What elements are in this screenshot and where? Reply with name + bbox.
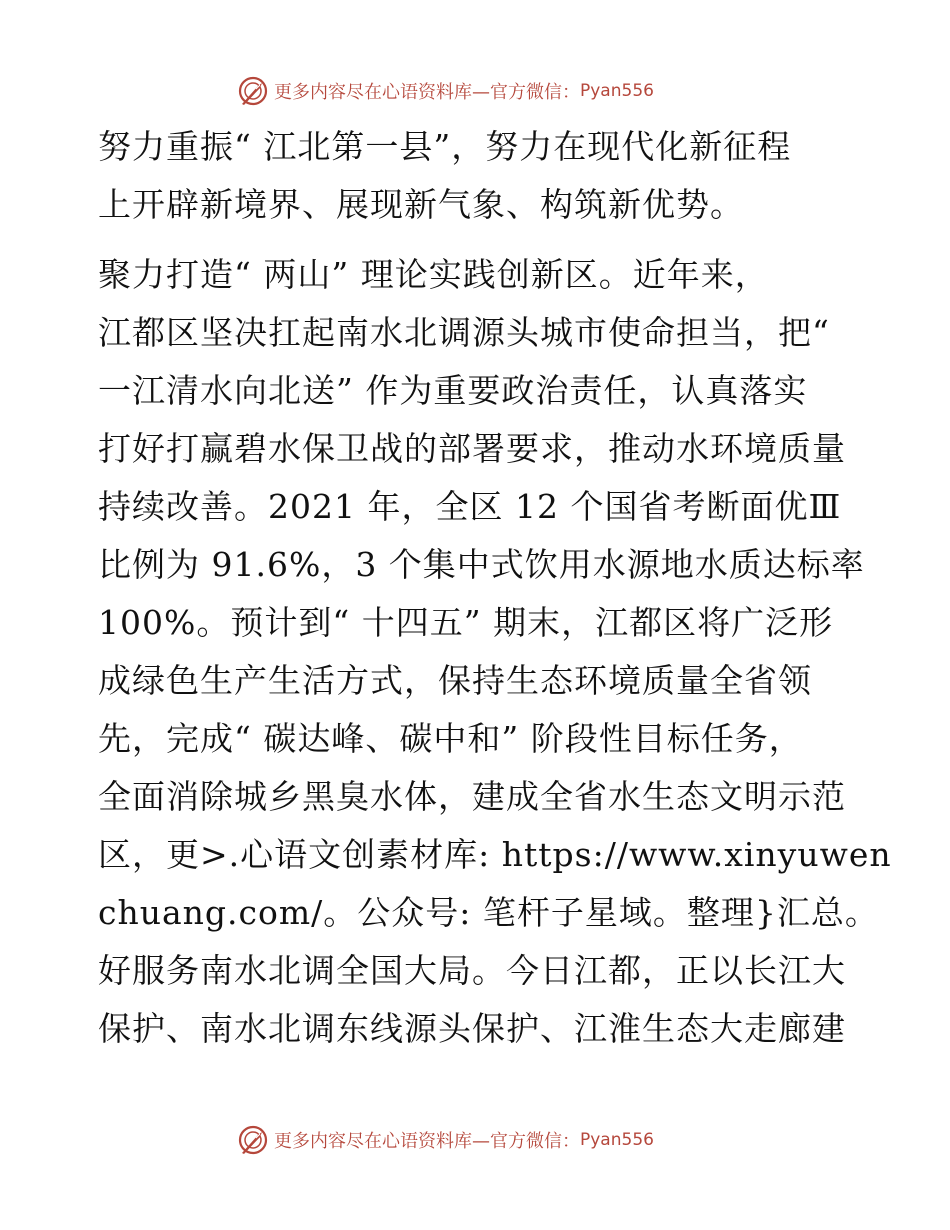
pen-logo-icon [236, 1123, 270, 1157]
text-line: 全面消除城乡黑臭水体，建成全省水生态文明示范 [98, 777, 846, 816]
text-line: 江都区坚决扛起南水北调源头城市使命担当，把“ [98, 313, 830, 352]
text-line: 保护、南水北调东线源头保护、江淮生态大走廊建 [98, 1009, 846, 1048]
text-line: 区，更>.心语文创素材库: https://www.xinyuwen [98, 835, 892, 874]
document-body [98, 118, 892, 1058]
paragraph-2 [98, 246, 892, 1058]
banner-text: 更多内容尽在心语资料库—官方微信： [274, 1131, 580, 1152]
text-line: 聚力打造“ 两山” 理论实践创新区。近年来， [98, 255, 769, 294]
text-line: 好服务南水北调全国大局。今日江都，正以长江大 [98, 951, 846, 990]
text-line: 打好打赢碧水保卫战的部署要求，推动水环境质量 [98, 429, 846, 468]
text-line: 比例为 91.6%，3 个集中式饮用水源地水质达标率 [98, 545, 865, 584]
banner-contact: Pyan556 [580, 1130, 654, 1150]
text-line: 努力重振“ 江北第一县”，努力在现代化新征程 [98, 127, 792, 166]
text-line: 成绿色生产生活方式，保持生态环境质量全省领 [98, 661, 812, 700]
text-line: 持续改善。2021 年，全区 12 个国省考断面优Ⅲ [98, 487, 842, 526]
header-banner [236, 73, 654, 109]
text-line: chuang.com/。公众号: 笔杆子星域。整理}汇总。 [98, 893, 879, 932]
text-line: 先，完成“ 碳达峰、碳中和” 阶段性目标任务， [98, 719, 803, 758]
text-line: 100%。预计到“ 十四五” 期末，江都区将广泛形 [98, 603, 834, 642]
paragraph-gap [98, 234, 858, 246]
footer-banner [236, 1122, 654, 1158]
banner-contact: Pyan556 [580, 81, 654, 101]
pen-logo-icon [236, 74, 270, 108]
paragraph-1 [98, 118, 858, 234]
text-line: 上开辟新境界、展现新气象、构筑新优势。 [98, 185, 744, 224]
text-line: 一江清水向北送” 作为重要政治责任，认真落实 [98, 371, 808, 410]
banner-text: 更多内容尽在心语资料库—官方微信： [274, 82, 580, 103]
